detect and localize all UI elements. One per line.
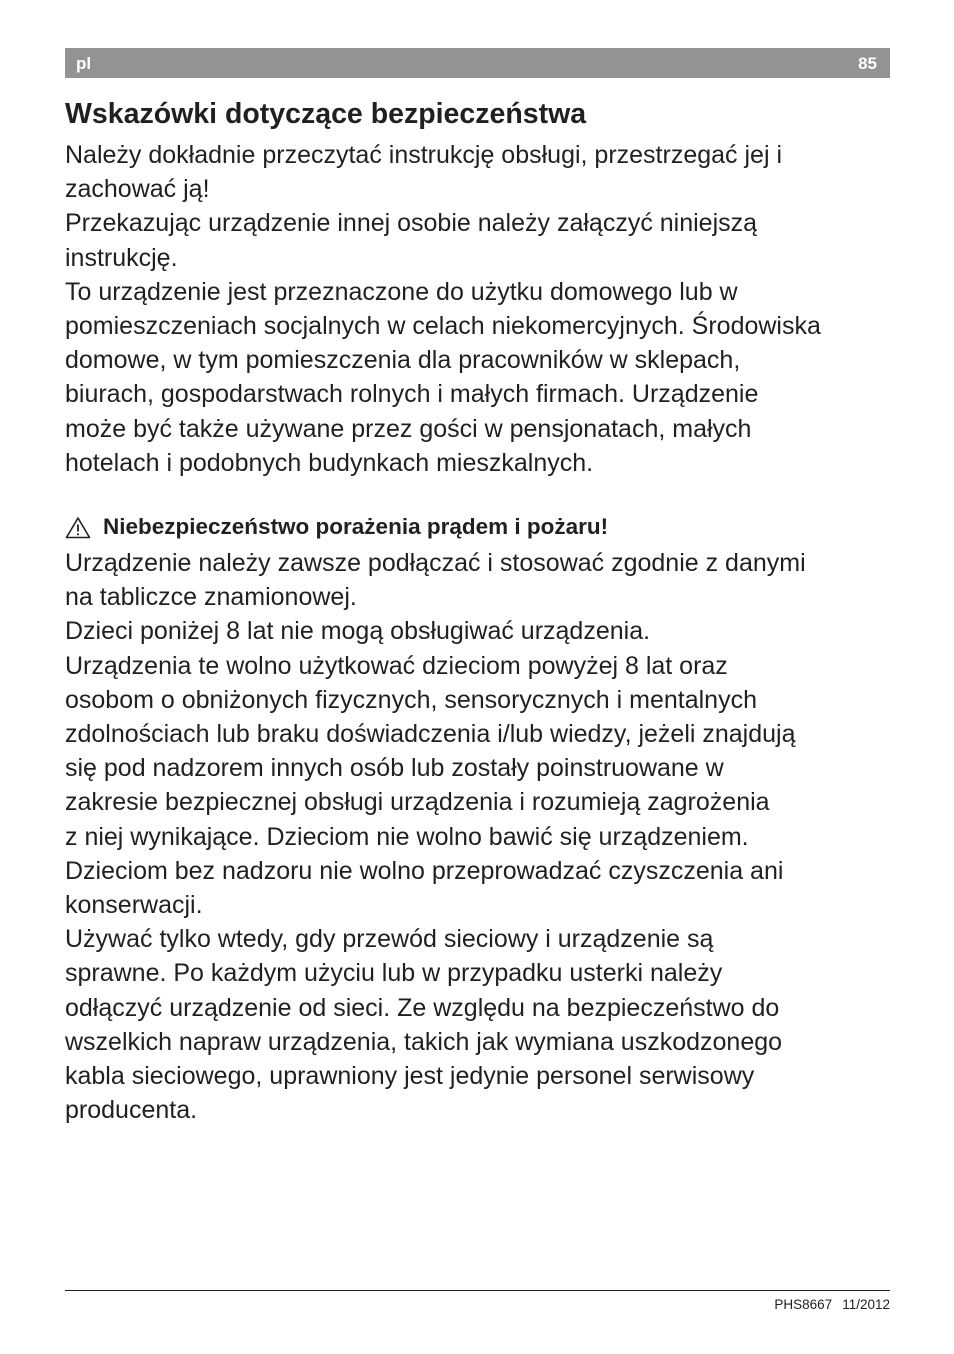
text-line: wszelkich napraw urządzenia, takich jak wymiana uszkodzonego [65,1027,783,1056]
text-line: instrukcję. [65,243,178,272]
warning-heading-text: Niebezpieczeństwo porażenia prądem i pożaru! [103,514,609,539]
text-line: osobom o obniżonych fizycznych, sensorycznych i mentalnych [65,685,757,714]
text-line: Urządzenie należy zawsze podłączać i stosować zgodnie z danymi [65,549,806,577]
warning-heading [65,510,608,544]
text-line: Używać tylko wtedy, gdy przewód sieciowy i urządzenie są [65,925,714,954]
warning-text [65,546,905,1127]
text-line: Należy dokładnie przeczytać instrukcję obsługi, przestrzegać jej i [65,141,782,169]
page-header-bar [65,48,890,78]
text-line: Dzieci poniżej 8 lat nie mogą obsługiwać urządzenia. [65,617,651,646]
text-line: Dzieciom bez nadzoru nie wolno przeprowadzać czyszczenia ani [65,856,784,885]
section-title: Wskazówki dotyczące bezpieczeństwa [65,98,587,130]
text-line: Urządzenia te wolno użytkować dzieciom powyżej 8 lat oraz [65,651,728,680]
text-line: na tabliczce znamionowej. [65,583,357,612]
footer-divider [65,1290,890,1291]
warning-triangle-icon [65,516,91,539]
text-line: biurach, gospodarstwach rolnych i małych firmach. Urządzenie [65,380,759,409]
text-line: z niej wynikające. Dzieciom nie wolno bawić się urządzeniem. [65,822,749,851]
text-line: kabla sieciowego, uprawniony jest jedynie personel serwisowy [65,1062,755,1091]
text-line: hotelach i podobnych budynkach mieszkalnych. [65,448,594,477]
text-line: zakresie bezpiecznej obsługi urządzenia i rozumieją zagrożenia [65,788,770,817]
text-line: odłączyć urządzenie od sieci. Ze względu na bezpieczeństwo do [65,993,780,1022]
model-number: PHS8667 [774,1297,833,1312]
text-line: konserwacji. [65,891,203,920]
text-line: pomieszczeniach socjalnych w celach niekomercyjnych. Środowiska [65,312,821,341]
text-line: zdolnościach lub braku doświadczenia i/lub wiedzy, jeżeli znajdują [65,720,796,749]
text-line: producenta. [65,1096,198,1125]
page-number: 85 [858,54,877,73]
text-line: To urządzenie jest przeznaczone do użytku domowego lub w [65,277,738,306]
footer [774,1297,890,1312]
text-line: sprawne. Po każdym użyciu lub w przypadku usterki należy [65,959,723,988]
text-line: zachować ją! [65,175,210,204]
text-line: się pod nadzorem innych osób lub zostały poinstruowane w [65,754,724,783]
text-line: może być także używane przez gości w pensjonatach, małych [65,414,752,443]
text-line: Przekazując urządzenie innej osobie należy załączyć niniejszą [65,209,758,238]
text-line: domowe, w tym pomieszczenia dla pracowników w sklepach, [65,346,741,375]
publication-date: 11/2012 [842,1297,890,1312]
language-code: pl [76,54,92,73]
intro-text [65,138,905,480]
